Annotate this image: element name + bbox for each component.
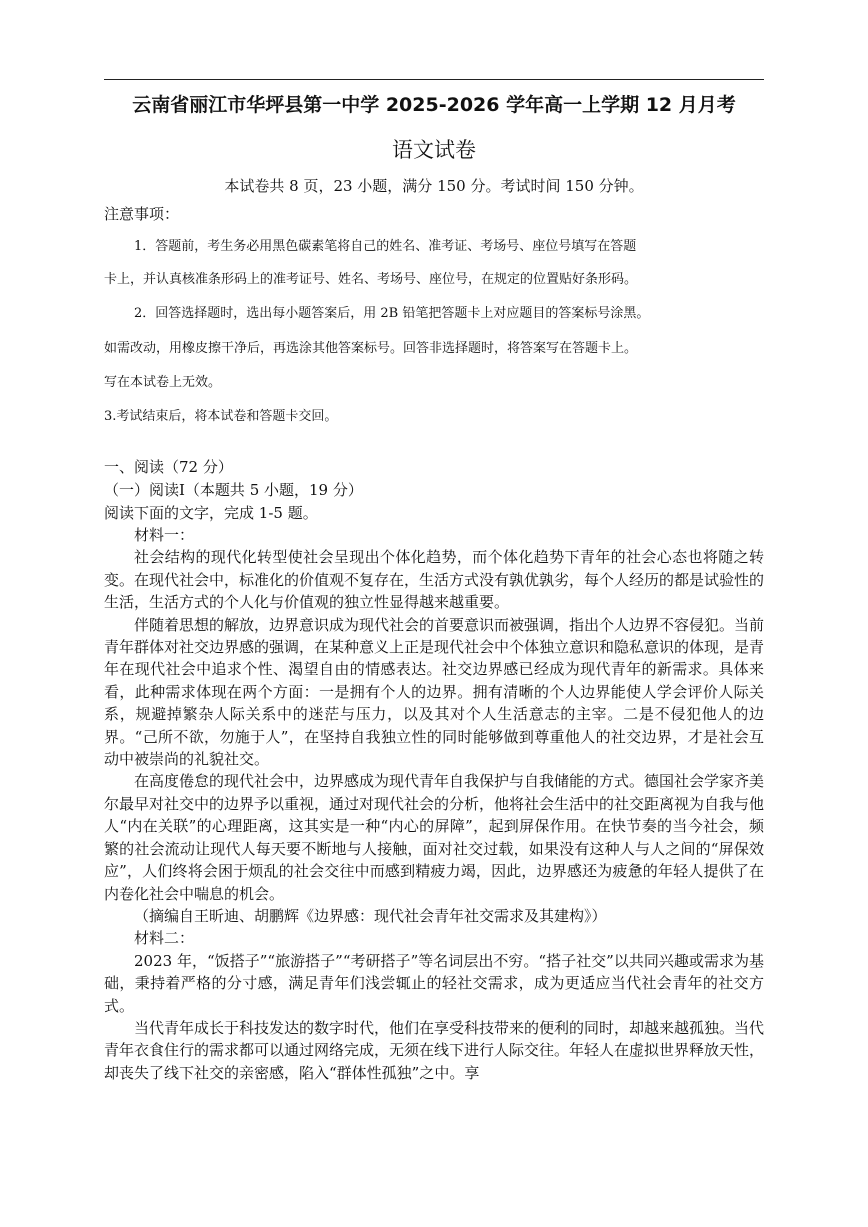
passage-paragraph: 社会结构的现代化转型使社会呈现出个体化趋势，而个体化趋势下青年的社会心态也将随之转变。在现代社会中，标准化的价值观不复存在，生活方式没有孰优孰劣，每个人经历的都是试验性的生活，生活方式的个人化与价值观的独立性显得越来越重要。 — [104, 548, 765, 612]
material-label: 材料二： — [134, 929, 195, 948]
reading-passage — [104, 524, 764, 1084]
exam-meta: 本试卷共 8 页，23 小题，满分 150 分。考试时间 150 分钟。 — [224, 177, 644, 195]
material-label: 材料一： — [134, 526, 195, 544]
passage-paragraph: 2023 年，“饭搭子”“旅游搭子”“考研搭子”等名词层出不穷。“搭子社交”以共同兴趣或需求为基础，秉持着严格的分寸感，满足青年们浅尝辄止的轻社交需求，成为更适应当代社会青年的社交方式。 — [104, 951, 764, 1015]
notice-line: 写在本试卷上无效。 — [104, 375, 222, 390]
section-heading: 一、阅读（72 分） — [104, 458, 233, 476]
notice-line: 3.考试结束后，将本试卷和答题卡交回。 — [104, 409, 338, 424]
passage-source: （摘编自王昕迪、胡鹏辉《边界感：现代社会青年社交需求及其建构》） — [134, 906, 607, 925]
passage-paragraph: 在高度倦怠的现代社会中，边界感成为现代青年自我保护与自我储能的方式。德国社会学家齐美尔最早对社交中的边界予以重视，通过对现代社会的分析，他将社会生活中的社交距离视为自我与他人“内在关联”的心理距离，这其实是一种“内心的屏障”，起到屏保作用。在快节奏的当今社会，频繁的社会流动让现代人每天要不断地与人接触，面对社交过载，如果没有这种人与人之间的“屏保效应”，人们终将会困于烦乱的社会交往中而感到精疲力竭，因此，边界感还为疲惫的年轻人提供了在内卷化社会中喘息的机会。 — [104, 772, 765, 903]
notice-line: 卡上，并认真核准条形码上的准考证号、姓名、考场号、座位号，在规定的位置贴好条形码。 — [104, 272, 638, 287]
passage-paragraph: 伴随着思想的解放，边界意识成为现代社会的首要意识而被强调，指出个人边界不容侵犯。当前青年群体对社交边界感的强调，在某种意义上正是现代社会中个体独立意识和隐私意识的体现，是青年在现代社会中追求个性、渴望自由的情感表达。社交边界感已经成为现代青年的新需求。具体来看，此种需求体现在两个方面：一是拥有个人的边界。拥有清晰的个人边界能使人学会评价人际关系，规避掉繁杂人际关系中的迷茫与压力，以及其对个人生活意志的主宰。二是不侵犯他人的边界。“己所不欲，勿施于人”，在坚持自我独立性的同时能够做到尊重他人的社交边界，才是社会互动中被崇尚的礼貌社交。 — [104, 615, 765, 769]
notice-line: 1．答题前，考生务必用黑色碳素笔将自己的姓名、准考证、考场号、座位号填写在答题 — [134, 239, 637, 254]
notice-heading: 注意事项： — [104, 205, 180, 223]
section-instruction: 阅读下面的文字，完成 1-5 题。 — [104, 504, 318, 522]
exam-subtitle: 语文试卷 — [392, 138, 476, 162]
exam-title: 云南省丽江市华坪县第一中学 2025-2026 学年高一上学期 12 月月考 — [132, 94, 736, 116]
header-rule — [104, 79, 764, 80]
section-subheading: （一）阅读Ⅰ（本题共 5 小题，19 分） — [104, 481, 363, 499]
notice-line: 如需改动，用橡皮擦干净后，再选涂其他答案标号。回答非选择题时，将答案写在答题卡上。 — [104, 341, 638, 356]
passage-paragraph: 当代青年成长于科技发达的数字时代，他们在享受科技带来的便利的同时，却越来越孤独。当代青年衣食住行的需求都可以通过网络完成，无须在线下进行人际交往。年轻人在虚拟世界释放天性，却丧失了线下社交的亲密感，陷入“群体性孤独”之中。享 — [104, 1018, 765, 1082]
notice-line: 2．回答选择题时，选出每小题答案后，用 2B 铅笔把答题卡上对应题目的答案标号涂黑。 — [134, 306, 650, 321]
